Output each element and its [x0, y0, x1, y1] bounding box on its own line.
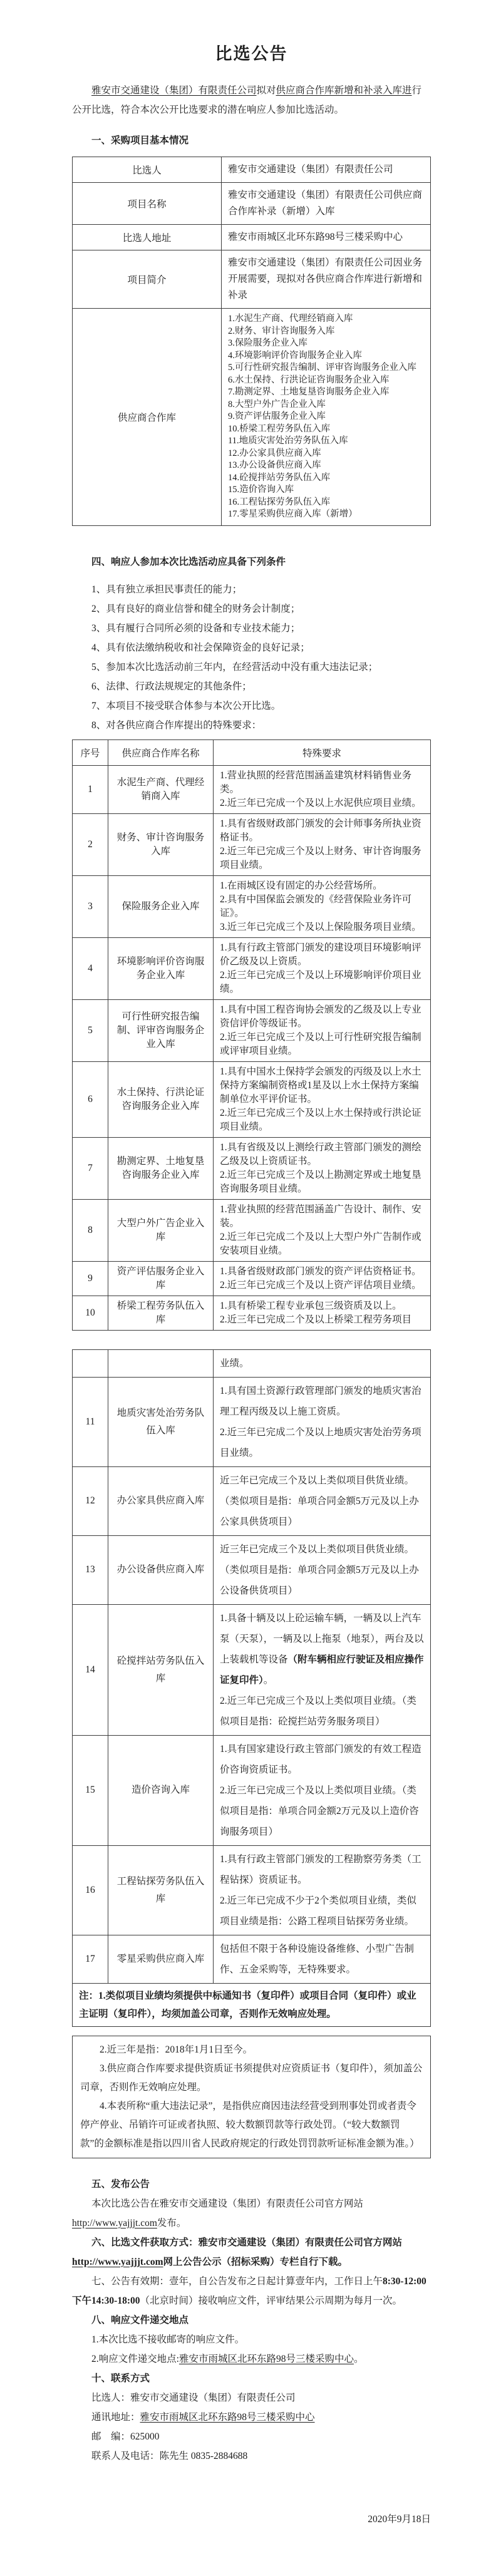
library-name: 财务、审计咨询服务入库	[108, 813, 214, 875]
requirements-table-part-b	[72, 1349, 431, 2027]
section-heading-basic-info: 一、采购项目基本情况	[91, 135, 189, 146]
requirement-line: 2.近三年已完成三个及以上资产评估项目业绩。	[220, 1279, 421, 1291]
list-item: 6.水土保持、行洪论证咨询服务企业入库	[228, 374, 390, 385]
requirement-line: 近三年已完成三个及以上类似项目供货业绩。（类似项目是指：单项合同金额5万元及以上办公设备供货项目）	[220, 1543, 419, 1596]
list-item: 1.水泥生产商、代理经销商入库	[228, 314, 353, 324]
table-header-row	[73, 739, 431, 765]
requirement-line: 包括但不限于各种设施设备维修、小型广告制作、五金采购等，无特殊要求。	[220, 1943, 415, 1975]
requirement-line: 1.具备十辆及以上砼运输车辆，一辆及以上汽车泵（天泵），一辆及以上拖泵（地泵），两台及以上装载机等设备（附车辆相应行驶证及相应操作证复印件）。	[220, 1612, 424, 1686]
section-heading-announcement: 五、发布公告	[91, 2178, 150, 2190]
row-value: 雅安市交通建设（集团）有限责任公司	[222, 157, 431, 183]
note-row	[73, 1983, 431, 2026]
announcement-date: 2020年9月18日	[368, 2513, 431, 2525]
library-name: 工程钻探劳务队伍入库	[108, 1845, 214, 1935]
special-requirements	[214, 1261, 431, 1296]
list-item: 13.办公设备供应商入库	[228, 460, 321, 470]
table-row	[73, 1199, 431, 1261]
special-requirements	[214, 1735, 431, 1845]
requirement-line: 1.具有中国工程咨询协会颁发的乙级及以上专业资信评价等级证书。	[220, 1004, 421, 1029]
table-row	[73, 1296, 431, 1330]
special-requirements	[214, 937, 431, 999]
library-name: 造价咨询入库	[108, 1735, 214, 1845]
requirement-line: 2.近三年已完成三个及以上类似项目业绩。（类似项目是指：单项合同金额2万元及以上造价咨询服务项目）	[220, 1785, 419, 1837]
row-number: 6	[73, 1061, 108, 1137]
list-item: 5.可行性研究报告编制、评审咨询服务企业入库	[228, 363, 416, 373]
submission-address: 雅安市雨城区北环东路98号三楼采购中心	[178, 2353, 354, 2364]
table-row	[73, 1935, 431, 1983]
page-title: 比选公告	[215, 44, 288, 63]
requirement-line: 1.具有行政主管部门颁发的建设项目环境影响评价乙级及以上资质。	[220, 942, 421, 967]
list-item: 3.保险服务企业入库	[228, 338, 307, 348]
contact-person-line: 联系人及电话：陈先生 0835-2884688	[91, 2450, 248, 2461]
row-number: 12	[73, 1466, 108, 1535]
table-row	[73, 1845, 431, 1935]
row-value: 雅安市雨城区北环东路98号三楼采购中心	[222, 225, 431, 250]
library-name: 桥梁工程劳务队伍入库	[108, 1296, 214, 1330]
table-row	[73, 1535, 431, 1604]
condition-item: 4、具有依法缴纳税收和社会保障资金的良好记录；	[91, 642, 310, 653]
requirement-line: 2.近三年已完成二个及以上桥梁工程劳务项目	[220, 1314, 412, 1325]
contact-postcode-line: 邮 编：625000	[91, 2431, 160, 2442]
row-number: 11	[73, 1377, 108, 1466]
special-requirements	[214, 1296, 431, 1330]
special-requirements	[214, 1845, 431, 1935]
table-row	[73, 1261, 431, 1296]
special-requirements	[214, 1137, 431, 1199]
table-row	[73, 813, 431, 875]
requirement-line: 2.近三年已完成三个及以上可行性研究报告编制或评审项目业绩。	[220, 1031, 421, 1056]
library-name: 环境影响评价咨询服务企业入库	[108, 937, 214, 999]
requirement-line: 1.营业执照的经营范围涵盖广告设计、制作、安装。	[220, 1203, 421, 1229]
table-row	[73, 1604, 431, 1735]
announcement-text-tail: 发布。	[157, 2217, 187, 2228]
intro-text: 拟对	[256, 85, 276, 96]
special-requirements	[214, 1061, 431, 1137]
list-item: 14.砼搅拌站劳务队伍入库	[228, 472, 331, 483]
library-name: 保险服务企业入库	[108, 875, 214, 937]
library-name: 砼搅拌站劳务队伍入库	[108, 1604, 214, 1735]
row-label: 比选人	[73, 157, 222, 183]
row-number	[73, 1349, 108, 1377]
table-row	[73, 157, 431, 183]
table-row	[73, 765, 431, 813]
document-access-text-tail: 网上公告公示（招标采购）专栏自行下载。	[163, 2256, 348, 2267]
requirement-line: 2.近三年已完成三个及以上类似项目业绩。（类似项目是指：砼搅拦站劳务服务项目）	[220, 1695, 416, 1727]
special-requirements	[214, 1535, 431, 1604]
basic-info-table	[72, 157, 431, 526]
library-name: 地质灾害处治劳务队伍入库	[108, 1377, 214, 1466]
requirement-line: 业绩。	[220, 1358, 249, 1369]
note-paragraph: 3.供应商合作库要求提供资质证书须提供对应资质证书（复印件），须加盖公司章，否则作无效响应处理。	[80, 2063, 423, 2093]
row-number: 15	[73, 1735, 108, 1845]
validity-text: 七、公告有效期：壹年，自公告发布之日起计算壹年内，工作日上午	[91, 2275, 383, 2287]
list-item: 10.桥梁工程劳务队伍入库	[228, 423, 331, 434]
list-item: 9.资产评估服务企业入库	[228, 411, 326, 421]
requirement-line: 1.具备省级财政部门颁发的资产评估资格证书。	[220, 1265, 421, 1277]
special-requirements	[214, 875, 431, 937]
row-number: 2	[73, 813, 108, 875]
requirement-line: 2.近三年已完成三个及以上财务、审计咨询服务项目业绩。	[220, 845, 421, 870]
note-paragraph: 2.近三年是指：2018年1月1日至今。	[100, 2044, 253, 2055]
contact-bidder-line: 比选人：雅安市交通建设（集团）有限责任公司	[91, 2392, 296, 2403]
library-name: 办公家具供应商入库	[108, 1466, 214, 1535]
row-value: 雅安市交通建设（集团）有限责任公司因业务开展需要，现拟对各供应商合作库进行新增和补录	[222, 250, 431, 309]
intro-library-phrase: 供应商合作库新增和补录入库进	[276, 85, 412, 96]
row-label: 项目名称	[73, 183, 222, 225]
intro-paragraph	[72, 81, 431, 120]
table-row	[73, 1349, 431, 1377]
requirement-line: 2.近三年已完成三个及以上勘测定界或土地复垦咨询服务项目业绩。	[220, 1169, 421, 1194]
row-number: 17	[73, 1935, 108, 1983]
table-row	[73, 937, 431, 999]
table-row	[73, 225, 431, 250]
special-requirements	[214, 1604, 431, 1735]
submission-text-tail: 。	[353, 2353, 364, 2364]
website-link[interactable]: http://www.yajjjt.com	[72, 2256, 163, 2267]
condition-item: 3、具有履行合同所必须的设备和专业技术能力；	[91, 622, 301, 634]
office-hours: 8:30-12:00 下午14:30-18:00	[72, 2275, 426, 2306]
library-name: 勘测定界、土地复垦咨询服务企业入库	[108, 1137, 214, 1199]
library-name: 资产评估服务企业入库	[108, 1261, 214, 1296]
requirements-table-part-a	[72, 739, 431, 1331]
special-requirements	[214, 1377, 431, 1466]
library-name: 零星采购供应商入库	[108, 1935, 214, 1983]
condition-item: 8、对各供应商合作库提出的特殊要求：	[91, 719, 262, 731]
list-item: 7.勘测定界、土地复垦咨询服务企业入库	[228, 387, 390, 397]
list-item: 16.工程钻探劳务队伍入库	[228, 497, 331, 507]
validity-paragraph	[72, 2272, 431, 2311]
table-row	[73, 1377, 431, 1466]
requirement-line: 近三年已完成三个及以上类似项目供货业绩。（类似项目是指：单项合同金额5万元及以上办公家具供货项目）	[220, 1475, 419, 1527]
list-item: 15.造价咨询入库	[228, 485, 294, 495]
table-row	[73, 1061, 431, 1137]
row-number: 7	[73, 1137, 108, 1199]
requirement-line: 1.具有桥梁工程专业承包三级资质及以上。	[220, 1300, 402, 1311]
requirement-line: 2.近三年已完成不少于2个类似项目业绩，类似项目业绩是指：公路工程项目钻探劳务业绩。	[220, 1895, 416, 1927]
website-link[interactable]: http://www.yajjjt.com	[72, 2217, 157, 2228]
supplier-library-list	[222, 309, 431, 526]
special-requirements	[214, 999, 431, 1061]
table-row	[73, 1466, 431, 1535]
submission-location-label: 2.响应文件递交地点:	[91, 2353, 179, 2364]
row-number: 9	[73, 1261, 108, 1296]
list-item: 12.办公家具供应商入库	[228, 448, 321, 458]
notes-box	[72, 2036, 431, 2158]
requirement-line: 2.近三年已完成二个及以上地质灾害处治劳务项目业绩。	[220, 1426, 421, 1458]
library-name	[108, 1349, 214, 1377]
row-label: 项目简介	[73, 250, 222, 309]
table-row	[73, 999, 431, 1061]
document-access-paragraph	[72, 2233, 431, 2272]
header-serial-number: 序号	[73, 739, 108, 765]
special-requirements	[214, 1199, 431, 1261]
list-item: 8.大型户外广告企业入库	[228, 399, 326, 410]
validity-text-tail: （北京时间）接收响应文件，评审结果公示周期为每月一次。	[140, 2295, 403, 2306]
row-number: 3	[73, 875, 108, 937]
row-number: 14	[73, 1604, 108, 1735]
contact-address-line	[72, 2408, 431, 2427]
requirement-line: 2.近三年已完成三个及以上环境影响评价项目业绩。	[220, 969, 421, 994]
row-number: 5	[73, 999, 108, 1061]
section-heading-submission: 八、响应文件递交地点	[91, 2314, 189, 2326]
special-requirements	[214, 1349, 431, 1377]
library-name: 水泥生产商、代理经销商入库	[108, 765, 214, 813]
row-number: 1	[73, 765, 108, 813]
list-item: 11.地质灾害处治劳务队伍入库	[228, 436, 348, 446]
row-number: 16	[73, 1845, 108, 1935]
contact-address-label: 通讯地址：	[91, 2411, 140, 2423]
library-name: 大型户外广告企业入库	[108, 1199, 214, 1261]
section-heading-conditions: 四、响应人参加本次比选活动应具备下列条件	[91, 556, 286, 567]
requirement-line: 2.近三年已完成三个及以上水土保持或行洪论证项目业绩。	[220, 1107, 421, 1132]
section-heading-contact: 十、联系方式	[91, 2372, 150, 2384]
row-label: 供应商合作库	[73, 309, 222, 526]
requirement-line: 1.具有国家建设行政主管部门颁发的有效工程造价咨询资质证书。	[220, 1743, 421, 1775]
library-name: 可行性研究报告编制、评审咨询服务企业入库	[108, 999, 214, 1061]
requirement-line: 1.营业执照的经营范围涵盖建筑材料销售业务类。	[220, 770, 412, 795]
condition-item: 1、具有独立承担民事责任的能力；	[91, 584, 242, 595]
special-requirements	[214, 1935, 431, 1983]
intro-company-name: 雅安市交通建设（集团）有限责任公司	[91, 85, 257, 96]
document-access-text: 六、比选文件获取方式：雅安市交通建设（集团）有限责任公司官方网站	[91, 2237, 403, 2248]
table-row	[73, 250, 431, 309]
header-library-name: 供应商合作库名称	[108, 739, 214, 765]
list-item: 17.零星采购供应商入库（新增）	[228, 509, 358, 519]
requirement-line: 2.具有中国保监会颁发的《经营保险业务许可证》。	[220, 894, 412, 919]
condition-item: 2、具有良好的商业信誉和健全的财务会计制度；	[91, 603, 301, 614]
list-item: 2.财务、审计咨询服务入库	[228, 326, 335, 336]
conditions-list	[72, 583, 431, 732]
requirement-line: 1.具有省级财政部门颁发的会计师事务所执业资格证书。	[220, 818, 421, 843]
library-name: 办公设备供应商入库	[108, 1535, 214, 1604]
requirement-line: 1.具有中国水土保持学会颁发的丙级及以上水土保持方案编制资格或1星及以上水土保持方案编制单位水平评价证书。	[220, 1066, 421, 1105]
note-paragraph: 4.本表所称“重大违法记录”，是指供应商因违法经营受到刑事处罚或者责令停产停业、吊销许可证或者执照、较大数额罚款等行政处罚。（“较大数额罚款”的金额标准是指以四川省人民政府规定的行政处罚罚款听证标准金额为准。）	[80, 2100, 420, 2149]
requirement-line: 2.近三年已完成一个及以上水泥供应项目业绩。	[220, 797, 421, 808]
table-row	[73, 309, 431, 526]
library-name: 水土保持、行洪论证咨询服务企业入库	[108, 1061, 214, 1137]
table-row	[73, 1137, 431, 1199]
submission-item: 1.本次比选不接收邮寄的响应文件。	[91, 2334, 245, 2345]
row-number: 4	[73, 937, 108, 999]
special-requirements	[214, 813, 431, 875]
requirement-line: 1.具有省级及以上测绘行政主管部门颁发的测绘乙级及以上资质证书。	[220, 1141, 421, 1167]
table-row	[73, 1735, 431, 1845]
row-number: 8	[73, 1199, 108, 1261]
header-special-requirements: 特殊要求	[214, 739, 431, 765]
row-value: 雅安市交通建设（集团）有限责任公司供应商合作库补录（新增）入库	[222, 183, 431, 225]
requirement-line: 3.近三年已完成三个及以上保险服务项目业绩。	[220, 921, 421, 932]
intro-text-tail: 行公开比选，符合本次公开比选要求的潜在响应人参加比选活动。	[72, 85, 422, 115]
condition-item: 5、参加本次比选活动前三年内，在经营活动中没有重大违法记录；	[91, 661, 378, 672]
table-note: 注：1.类似项目业绩均须提供中标通知书（复印件）或项目合同（复印件）或业主证明（复印件），均须加盖公司章，否则作无效响应处理。	[73, 1983, 431, 2026]
page-break-gap	[72, 1331, 431, 1342]
row-number: 10	[73, 1296, 108, 1330]
table-row	[73, 875, 431, 937]
requirement-line: 1.具有行政主管部门颁发的工程勘察劳务类（工程钻探）资质证书。	[220, 1853, 421, 1885]
table-row	[73, 183, 431, 225]
row-label: 比选人地址	[73, 225, 222, 250]
requirement-line: 1.在雨城区设有固定的办公经营场所。	[220, 880, 383, 891]
special-requirements	[214, 765, 431, 813]
condition-item: 7、本项目不接受联合体参与本次公开比选。	[91, 700, 281, 711]
announcement-text: 本次比选公告在雅安市交通建设（集团）有限责任公司官方网站	[91, 2198, 364, 2209]
special-requirements	[214, 1466, 431, 1535]
requirement-line: 1.具有国土资源行政管理部门颁发的地质灾害治理工程丙级及以上施工资质。	[220, 1385, 421, 1417]
list-item: 4.环境影响评价咨询服务企业入库	[228, 350, 362, 361]
submission-item	[72, 2349, 431, 2369]
condition-item: 6、法律、行政法规规定的其他条件；	[91, 681, 252, 692]
requirement-line: 2.近三年已完成二个及以上大型户外广告制作或安装项目业绩。	[220, 1231, 421, 1256]
contact-address: 雅安市雨城区北环东路98号三楼采购中心	[140, 2411, 315, 2423]
announcement-paragraph	[72, 2194, 431, 2233]
row-number: 13	[73, 1535, 108, 1604]
